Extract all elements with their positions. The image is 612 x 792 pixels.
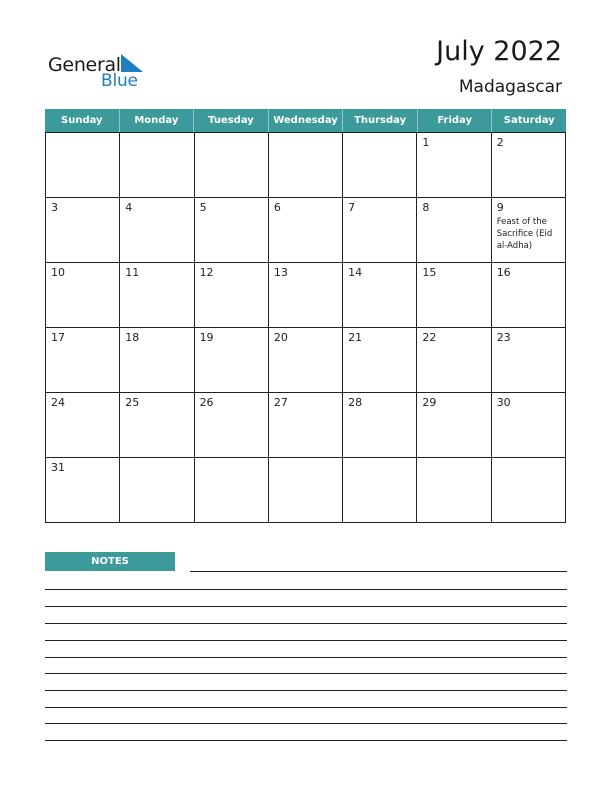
day-cell [195,328,269,393]
empty-day-cell [417,458,491,523]
notes-label: NOTES [45,552,175,571]
day-cell [417,198,491,263]
day-cell [195,263,269,328]
day-cell [269,393,343,458]
note-line [45,690,567,691]
day-cell [46,393,120,458]
day-number: 22 [422,331,437,344]
day-number: 5 [199,201,207,214]
weekday-sunday: Sunday [61,115,103,126]
week-row [46,393,566,458]
country-name: Madagascar [458,77,562,97]
empty-day-cell [120,458,194,523]
weekday-tuesday: Tuesday [193,109,268,132]
day-number: 31 [51,461,65,474]
day-number: 23 [496,331,511,344]
day-number: 30 [496,396,511,409]
day-number: 17 [51,331,65,344]
note-line [45,640,567,641]
day-cell [195,198,269,263]
note-line [45,707,567,708]
day-cell [417,263,491,328]
note-line [190,571,567,572]
day-cell [46,263,120,328]
day-cell [46,458,120,523]
day-cell [269,198,343,263]
day-number: 8 [422,201,430,214]
week-row [46,458,566,523]
day-cell [343,198,417,263]
day-cell [492,393,566,458]
day-cell [492,328,566,393]
day-cell [343,263,417,328]
day-number: 7 [348,201,356,214]
weekday-monday: Monday [119,109,194,132]
note-line [45,606,567,607]
day-cell [492,263,566,328]
day-number: 14 [348,266,363,279]
day-number: 2 [496,136,504,149]
note-line [45,673,567,674]
day-number: 21 [348,331,363,344]
day-number: 11 [125,266,140,279]
week-row [46,263,566,328]
empty-day-cell [120,133,194,198]
empty-day-cell [195,133,269,198]
day-cell [492,198,566,263]
day-number: 20 [273,331,288,344]
day-cell [417,133,491,198]
day-number: 9 [496,201,504,214]
day-number: 10 [51,266,65,279]
day-number: 12 [199,266,214,279]
day-cell [343,393,417,458]
holiday-event: Feast of the Sacrifice (Eid al-Adha) [496,217,553,251]
empty-day-cell [46,133,120,198]
day-cell [417,328,491,393]
day-cell [492,133,566,198]
day-number: 4 [125,201,133,214]
day-number: 25 [125,396,140,409]
day-number: 24 [51,396,65,409]
day-number: 27 [273,396,288,409]
empty-day-cell [492,458,566,523]
month-year-title: July 2022 [436,36,562,67]
note-line [45,623,567,624]
day-number: 1 [422,136,430,149]
day-cell [46,198,120,263]
note-line [45,740,567,741]
day-number: 29 [422,396,437,409]
day-number: 18 [125,331,140,344]
empty-day-cell [343,133,417,198]
day-cell [269,328,343,393]
day-cell [417,393,491,458]
weekday-friday: Friday [417,109,492,132]
logo-word-general: General [48,54,121,76]
day-number: 3 [51,201,58,214]
day-cell [120,328,194,393]
brand-logo [48,52,158,92]
weekday-header [45,109,566,132]
empty-day-cell [343,458,417,523]
week-row [46,133,566,198]
weekday-thursday: Thursday [342,109,417,132]
week-row [46,198,566,263]
calendar-grid [45,132,566,523]
day-cell [120,393,194,458]
day-number: 26 [199,396,214,409]
logo-triangle-icon [121,54,143,72]
note-line [45,723,567,724]
weekday-wednesday: Wednesday [268,109,343,132]
weekday-saturday: Saturday [491,109,566,132]
empty-day-cell [269,133,343,198]
calendar [45,109,566,523]
week-row [46,328,566,393]
day-cell [120,198,194,263]
day-cell [343,328,417,393]
empty-day-cell [269,458,343,523]
empty-day-cell [195,458,269,523]
day-number: 6 [273,201,281,214]
day-cell [120,263,194,328]
day-number: 19 [199,331,214,344]
logo-word-blue: Blue [101,71,138,91]
day-cell [269,263,343,328]
day-number: 16 [496,266,511,279]
note-line [45,657,567,658]
day-cell [195,393,269,458]
day-cell [46,328,120,393]
day-number: 28 [348,396,363,409]
day-number: 15 [422,266,437,279]
note-line [45,589,567,590]
day-number: 13 [273,266,288,279]
